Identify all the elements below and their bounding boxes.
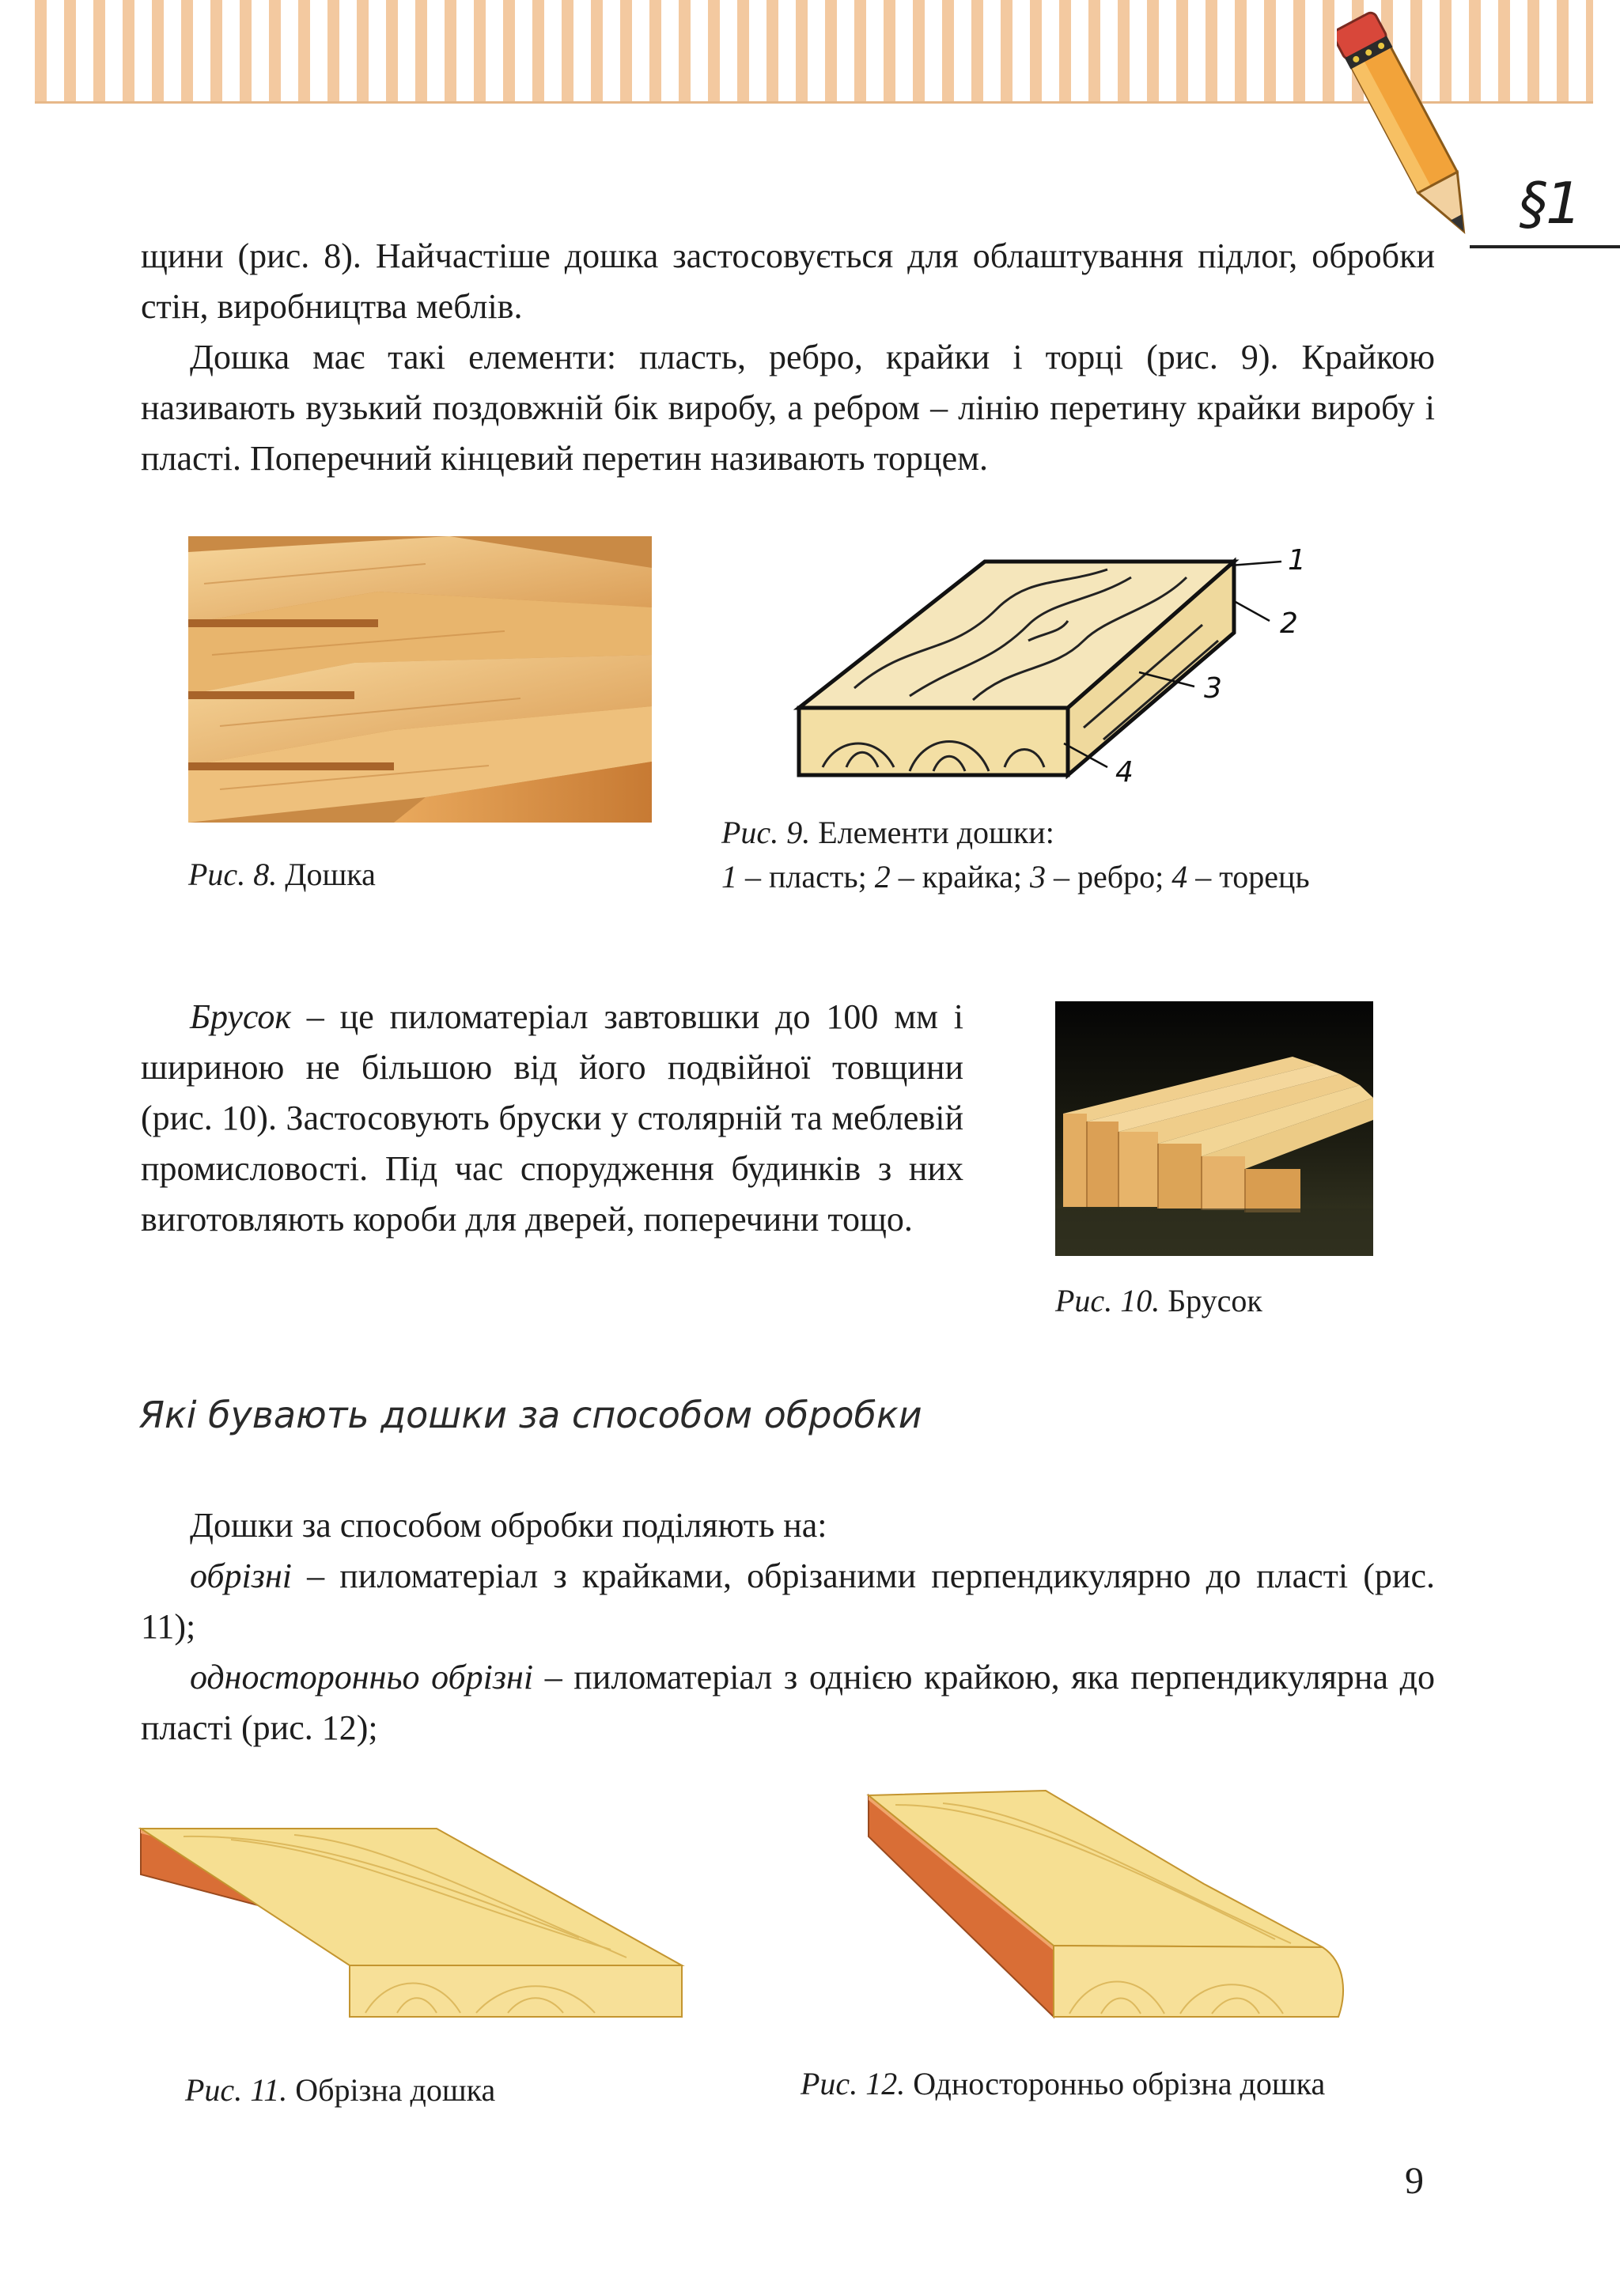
callout-4: 4 xyxy=(1115,756,1134,789)
figure-8-label: Рис. 8. xyxy=(188,857,278,892)
callout-2: 2 xyxy=(1280,607,1298,640)
callout-1: 1 xyxy=(1288,546,1306,577)
legend-num-3: 3 xyxy=(1030,859,1047,895)
figure-11-label: Рис. 11. xyxy=(185,2072,288,2108)
figure-12-title: Односторонньо обрізна дошка xyxy=(913,2066,1326,2101)
paragraph-6-text: – пиломатеріал з однією крайкою, яка перпендикулярна до пласті (рис. 12); xyxy=(141,1658,1435,1747)
section-rule xyxy=(1470,245,1620,248)
figure-11-caption xyxy=(185,2068,495,2113)
paragraph-5-text: – пиломатеріал з крайками, обрізаними перпендикулярно до пласті (рис. 11); xyxy=(141,1557,1435,1646)
section-mark: §1 xyxy=(1519,170,1580,236)
figure-9-label: Рис. 9. xyxy=(721,815,811,850)
figure-10-caption xyxy=(1055,1279,1262,1323)
section-heading: Які бувають дошки за способом обробки xyxy=(139,1394,922,1436)
legend-num-2: 2 xyxy=(874,859,891,895)
figure-9-legend xyxy=(721,855,1310,899)
legend-text-2: – крайка; xyxy=(898,859,1023,895)
term-brusok: Брусок xyxy=(190,997,291,1036)
figure-9-board-diagram xyxy=(791,546,1329,791)
legend-num-4: 4 xyxy=(1171,859,1188,895)
figure-9-caption xyxy=(721,811,1054,855)
figure-12-label: Рис. 12. xyxy=(801,2066,906,2101)
legend-num-1: 1 xyxy=(721,859,737,895)
paragraph-1: щини (рис. 8). Найчастіше дошка застосовується для облаштування підлог, обробки стін, виробництва меблів. xyxy=(141,236,1435,326)
paragraph-3 xyxy=(141,992,963,1245)
figure-12-caption xyxy=(801,2062,1325,2106)
page-number: 9 xyxy=(1405,2160,1424,2202)
figure-9-title: Елементи дошки: xyxy=(818,815,1054,850)
term-odnostoronno: односторонньо обрізні xyxy=(190,1658,534,1696)
figure-8-boards-photo xyxy=(188,536,652,823)
figure-8-title: Дошка xyxy=(285,857,376,892)
figure-11-title: Обрізна дошка xyxy=(295,2072,496,2108)
figure-10-label: Рис. 10. xyxy=(1055,1283,1160,1318)
figure-12-one-side-edged-board xyxy=(864,1789,1354,2026)
legend-text-3: – ребро; xyxy=(1054,859,1164,895)
term-obrizni: обрізні xyxy=(190,1557,292,1595)
figure-10-bars-photo xyxy=(1055,1001,1373,1256)
paragraph-5 xyxy=(141,1551,1435,1652)
figure-8-caption xyxy=(188,853,376,897)
paragraph-4: Дошки за способом обробки поділяють на: xyxy=(190,1506,827,1545)
paragraph-2: Дошка має такі елементи: пласть, ребро, крайки і торці (рис. 9). Крайкою називають вузький поздовжній бік виробу, а ребром – лінію перетину крайки виробу і пласті. Поперечний кінцевий перетин називають торцем. xyxy=(141,338,1435,478)
legend-text-4: – торець xyxy=(1195,859,1310,895)
figure-11-edged-board xyxy=(136,1819,690,2033)
callout-3: 3 xyxy=(1204,672,1222,705)
paragraph-3-text: – це пиломатеріал завтовшки до 100 мм і шириною не більшою від його подвійної товщини (рис. 10). Застосовують бруски у столярній та меблевій промисловості. Під час спорудження будинків з них виготовляють короби для дверей, поперечини тощо. xyxy=(141,997,963,1239)
pencil-icon xyxy=(1337,8,1479,253)
figure-10-title: Брусок xyxy=(1168,1283,1262,1318)
paragraph-6 xyxy=(141,1652,1435,1753)
legend-text-1: – пласть; xyxy=(745,859,867,895)
